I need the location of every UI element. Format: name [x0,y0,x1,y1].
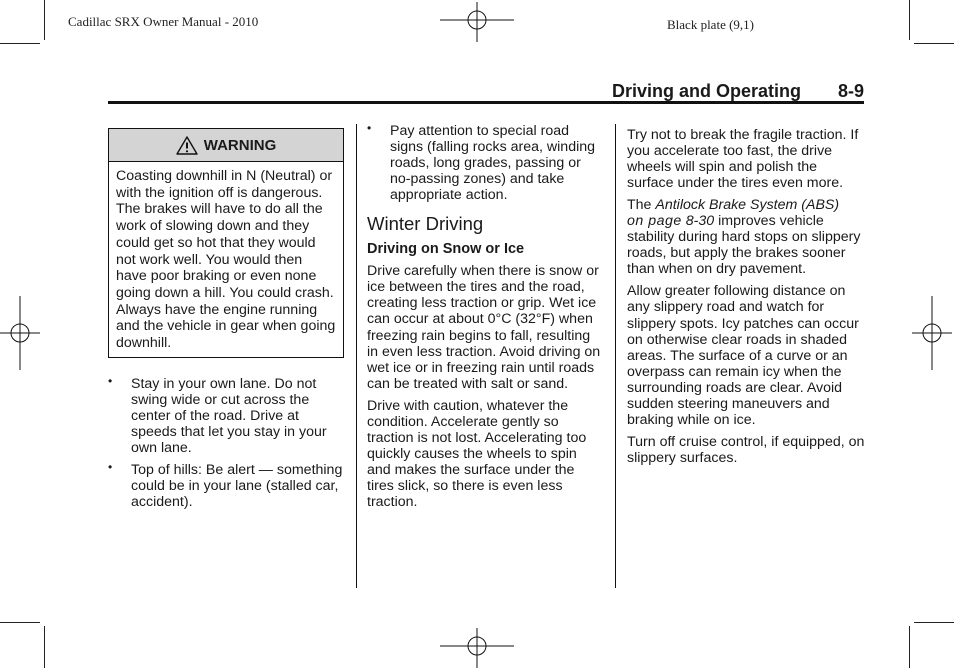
bullet-list [108,376,344,510]
list-item: • Stay in your own lane. Do not swing wide or cut across the center of the road. Drive at speeds that let you stay in your own lane. [108,374,327,457]
section-title: Driving and Operating [612,81,802,101]
list-item: • Top of hills: Be alert — something could be in your lane (stalled car, accident). [108,460,343,511]
registration-mark-top [440,2,514,42]
warning-body: Coasting downhill in N (Neutral) or with the ignition off is dangerous. The brakes will have to do all the work of slowing down and they could get so hot that they would not work well. You would then have poor braking or even none going down a hill. You could crash. Always have the engine running and the vehicle in gear when going downhill. [116,168,336,352]
registration-mark-left [0,296,40,370]
cross-reference-link[interactable]: Antilock Brake System (ABS) [655,197,840,214]
paragraph: Try not to break the fragile traction. If you accelerate too fast, the drive wheels will spin and polish the surface under the tires even more. [627,127,859,192]
paragraph: Turn off cruise control, if equipped, on slippery surfaces. [627,433,865,466]
column-divider-1 [356,124,357,588]
warning-box [108,128,344,358]
subsection-heading: Driving on Snow or Ice [367,241,525,258]
bullet-list [367,123,603,203]
print-header-left: Cadillac SRX Owner Manual - 2010 [68,14,259,29]
warning-title: WARNING [203,136,277,154]
column-2 [367,123,603,516]
paragraph: Drive carefully when there is snow or ice between the tires and the road, creating less traction or grip. Wet ice can occur at about 0°C (32°F) when freezing rain begins to fall, resulting in even less traction. Avoid driving on wet ice or in freezing rain until roads can be treated with salt or sand. [367,263,601,392]
warning-triangle-icon [176,136,198,155]
print-header-right: Black plate (9,1) [667,17,754,32]
cross-reference-page-number[interactable]: 8-30 [685,213,715,230]
warning-header [109,129,343,162]
column-divider-2 [615,124,616,588]
registration-mark-right [912,296,952,370]
cross-reference-page-label[interactable]: on page [627,213,682,230]
bullet-icon: • [367,121,372,135]
page-number: 8-9 [838,81,865,101]
column-3 [627,127,865,472]
registration-mark-bottom [440,628,514,668]
header-rule [108,101,864,104]
bullet-icon: • [108,374,113,388]
paragraph: Allow greater following distance on any slippery road and watch for slippery spots. Icy patches can occur on otherwise clear roads in shaded areas. The surface of a curve or an overpass can remain icy when the surrounding roads are clear. Avoid sudden steering maneuvers and braking while on ice. [627,283,859,428]
list-item: • Pay attention to special road signs (falling rocks area, winding roads, long grades, passing or no-passing zones) and take appropriate action. [367,121,596,204]
column-1-bullets [108,376,344,516]
bullet-icon: • [108,460,113,475]
section-heading: Winter Driving [367,213,484,235]
paragraph-abs-reference: The Antilock Brake System (ABS) on page 8-30 improves vehicle stability during hard stops on slippery roads, but apply the brakes sooner than when on dry pavement. [627,197,861,278]
paragraph: Drive with caution, whatever the condition. Accelerate gently so traction is not lost. Accelerating too quickly causes the wheels to spin and makes the surface under the tires slick, so there is even less traction. [367,397,587,510]
